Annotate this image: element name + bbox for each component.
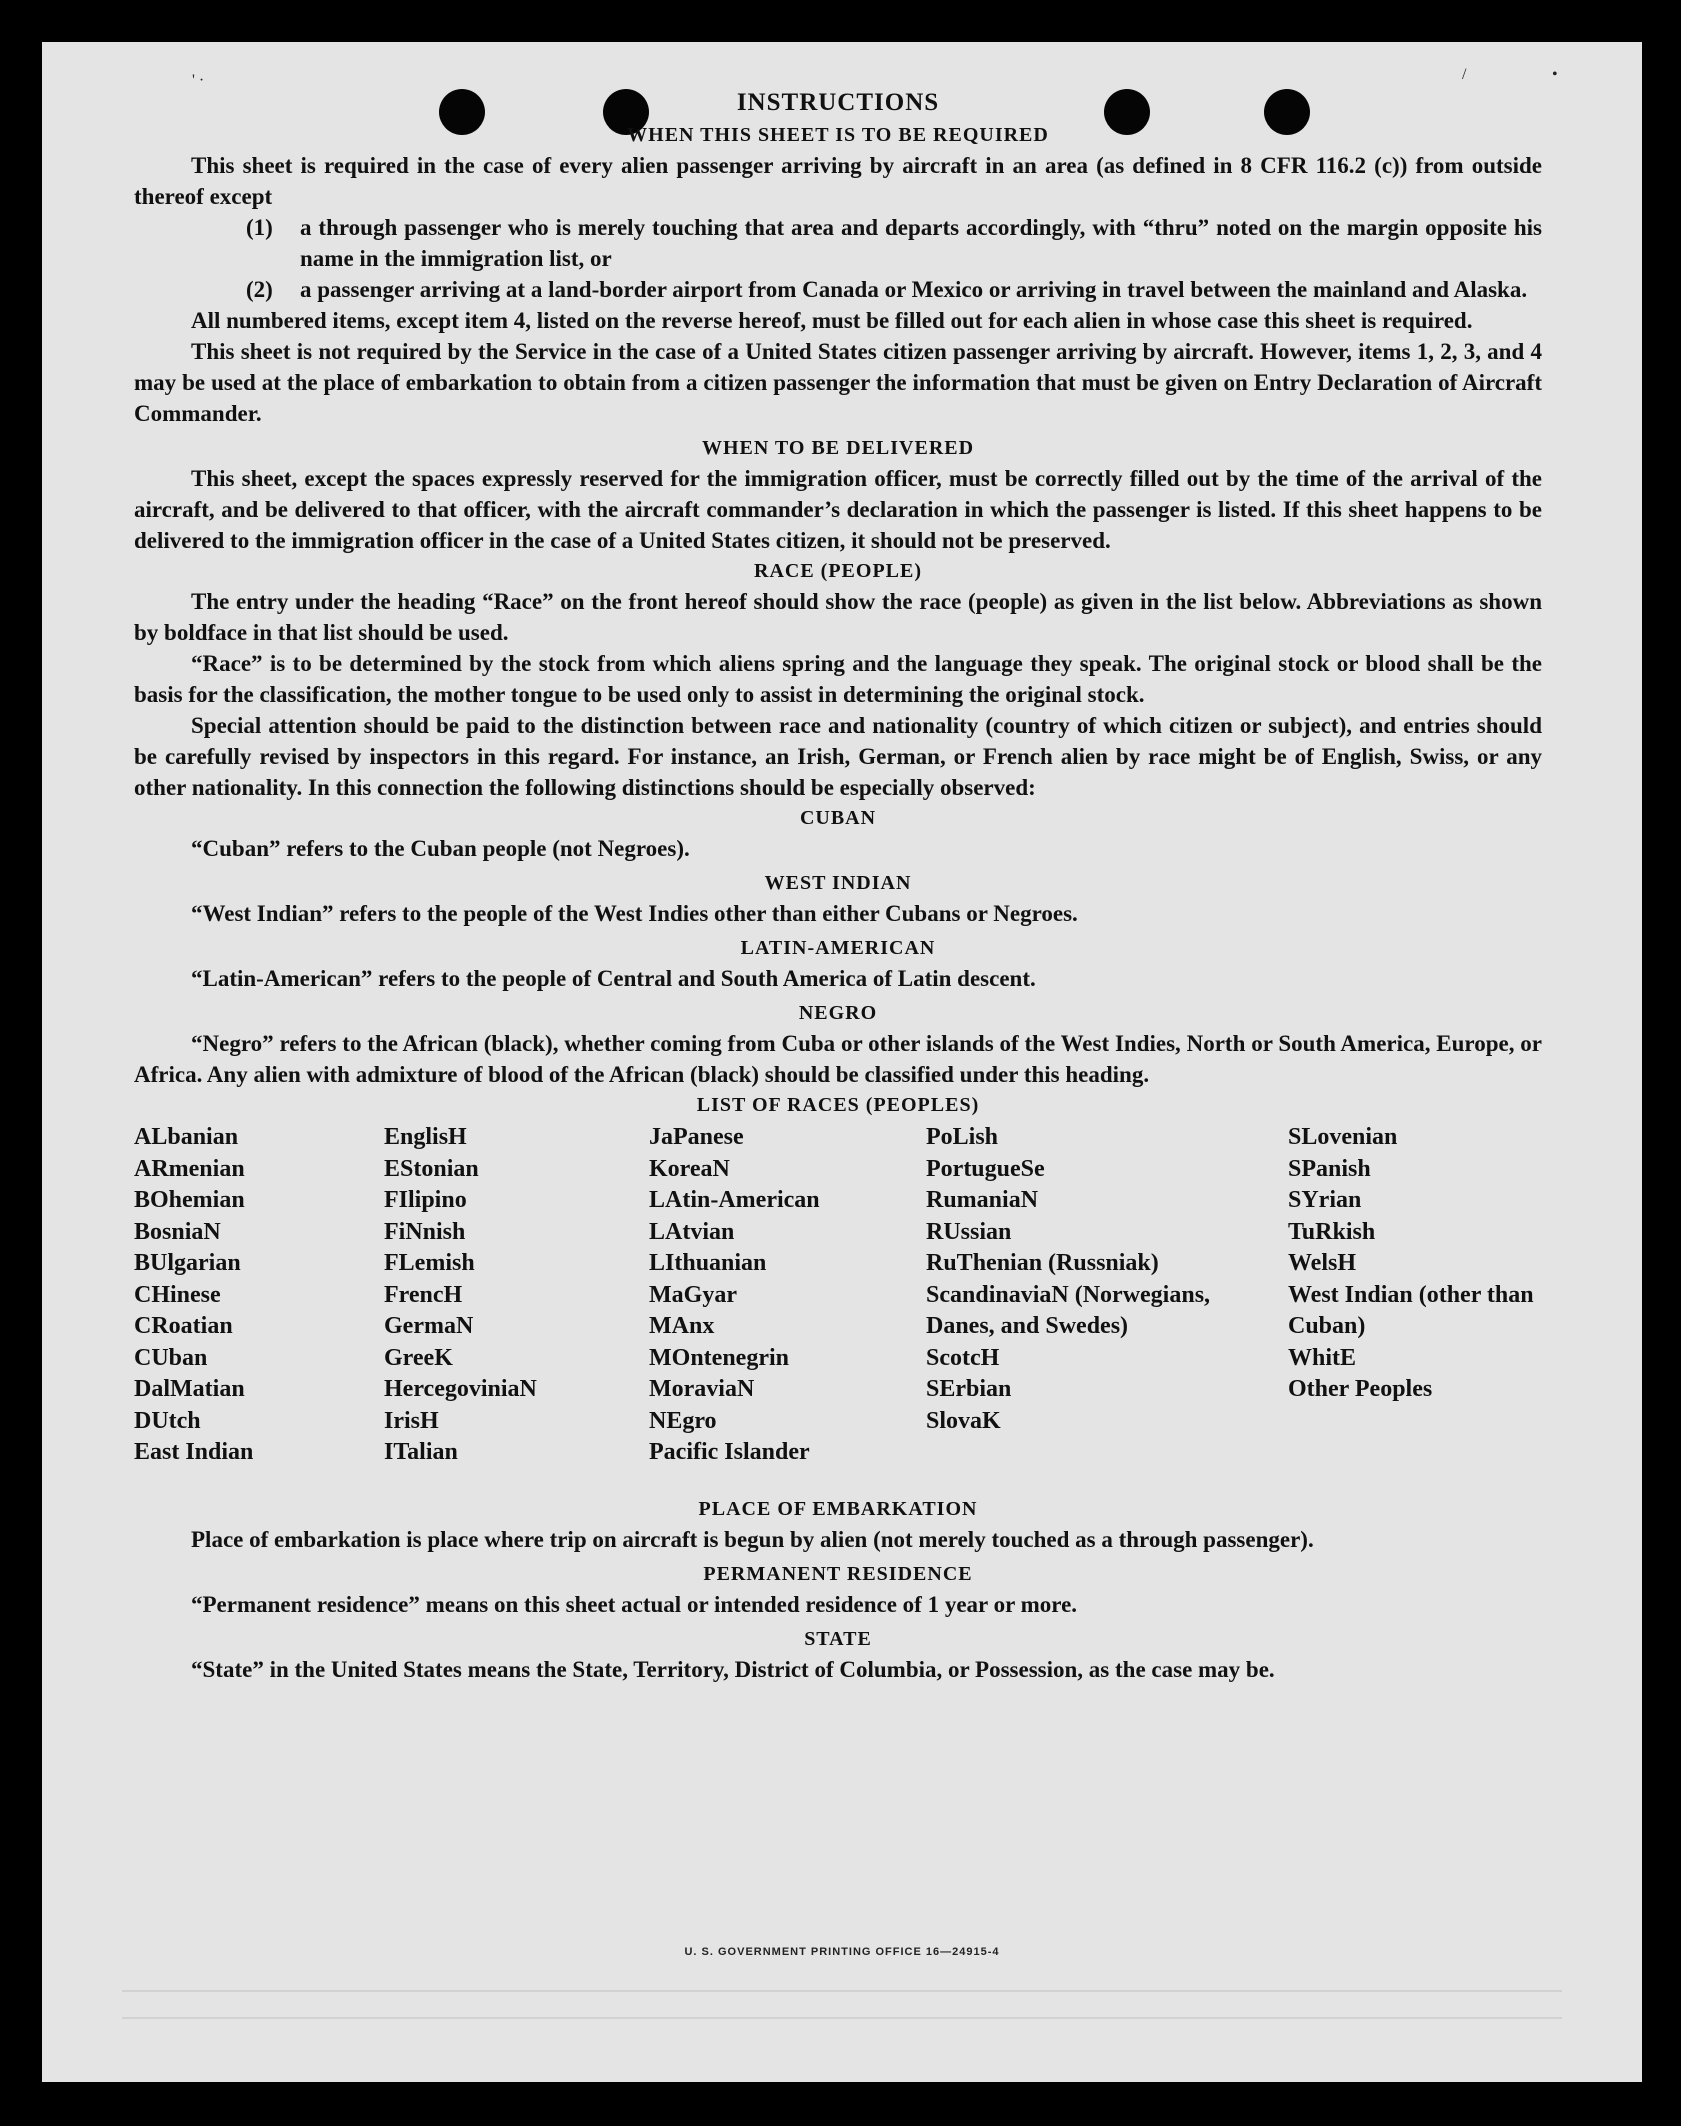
race-entry: FrencH bbox=[384, 1281, 463, 1308]
race-entry: SPanish bbox=[1288, 1155, 1371, 1182]
heading-residence: PERMANENT RESIDENCE bbox=[703, 1563, 973, 1585]
exception-text: a through passenger who is merely touching that area and departs accordingly, with “thru” noted on the margin opposite his name in the immigration list, or bbox=[300, 215, 1542, 271]
bleed-through-line bbox=[122, 2017, 1562, 2019]
paragraph-required-intro: This sheet is required in the case of every alien passenger arriving by aircraft in an area (as defined in 8 CFR 116.2 (c)) from outside thereof except bbox=[134, 153, 1542, 209]
document-sheet bbox=[42, 42, 1642, 2082]
race-entry: East Indian bbox=[134, 1439, 254, 1465]
speck-mark: • bbox=[1552, 66, 1558, 83]
race-entry: MAnx bbox=[649, 1313, 715, 1339]
paragraph-embarkation: Place of embarkation is place where trip on aircraft is begun by alien (not merely touched as a through passenger). bbox=[191, 1527, 1314, 1552]
race-entry: FIlipino bbox=[384, 1187, 467, 1213]
race-entry: BUlgarian bbox=[134, 1250, 241, 1276]
race-entry: LAtvian bbox=[649, 1218, 735, 1245]
race-entry: BosniaN bbox=[134, 1218, 221, 1245]
race-entry: KoreaN bbox=[649, 1155, 730, 1182]
paragraph-numbered-items: All numbered items, except item 4, listed on the reverse hereof, must be filled out for each alien in whose case this sheet is required. bbox=[191, 308, 1473, 333]
race-entry: ALbanian bbox=[134, 1124, 239, 1150]
race-entry: ARmenian bbox=[134, 1155, 245, 1182]
race-entry: SlovaK bbox=[926, 1407, 1001, 1434]
heading-cuban: CUBAN bbox=[799, 807, 877, 829]
race-entry: WhitE bbox=[1288, 1344, 1357, 1371]
race-entry: WelsH bbox=[1288, 1250, 1357, 1276]
race-entry: MaGyar bbox=[649, 1281, 737, 1308]
paragraph-negro: “Negro” refers to the African (black), whether coming from Cuba or other islands of the West Indies, North or South America, Europe, or Africa. Any alien with admixture of blood of the African (black) should be classified under this heading. bbox=[134, 1031, 1542, 1087]
race-entry: HercegoviniaN bbox=[384, 1376, 537, 1402]
race-entry: DUtch bbox=[134, 1407, 201, 1434]
race-entry: SLovenian bbox=[1288, 1124, 1398, 1150]
race-entry: NEgro bbox=[649, 1407, 717, 1434]
race-entry: EnglisH bbox=[384, 1124, 467, 1150]
race-entry: FiNnish bbox=[384, 1218, 466, 1245]
race-entry: RumaniaN bbox=[926, 1187, 1039, 1213]
exception-list bbox=[134, 212, 1542, 305]
race-entry: LAtin-American bbox=[649, 1187, 820, 1213]
race-entry: GreeK bbox=[384, 1344, 453, 1371]
race-entry: SYrian bbox=[1288, 1187, 1362, 1213]
exception-item bbox=[134, 212, 1542, 274]
race-entry: West Indian (other than Cuban) bbox=[1288, 1281, 1534, 1339]
races-column-3 bbox=[649, 1122, 909, 1469]
exception-number: (2) bbox=[246, 277, 273, 302]
heading-negro: NEGRO bbox=[798, 1002, 878, 1024]
races-column-2 bbox=[384, 1122, 634, 1469]
race-entry: GermaN bbox=[384, 1313, 474, 1339]
paragraph-citizen: This sheet is not required by the Service in the case of a United States citizen passenger arriving by aircraft. However, items 1, 2, 3, and 4 may be used at the place of embarkation to obtain from a citizen passenger the information that must be given on Entry Declaration of Aircraft Commander. bbox=[134, 339, 1542, 426]
document-title: INSTRUCTIONS bbox=[736, 89, 940, 116]
race-entry: LIthuanian bbox=[649, 1250, 767, 1276]
heading-latin-american: LATIN-AMERICAN bbox=[740, 937, 936, 959]
race-entry: ScotcH bbox=[926, 1344, 1000, 1371]
paragraph-race-2: “Race” is to be determined by the stock from which aliens spring and the language they speak. The original stock or blood shall be the basis for the classification, the mother tongue to be used only to assist in determining the original stock. bbox=[134, 651, 1542, 707]
printing-office-footer: U. S. GOVERNMENT PRINTING OFFICE 16—24915-4 bbox=[684, 1946, 1000, 1958]
race-entry: FLemish bbox=[384, 1250, 475, 1276]
race-entry: ScandinaviaN (Norwegians, Danes, and Swedes) bbox=[926, 1281, 1211, 1339]
race-entry: RuThenian (Russniak) bbox=[926, 1250, 1159, 1276]
race-entry: TuRkish bbox=[1288, 1218, 1376, 1245]
heading-embarkation: PLACE OF EMBARKATION bbox=[698, 1498, 978, 1520]
race-entry: Pacific Islander bbox=[649, 1439, 810, 1465]
race-entry: MOntenegrin bbox=[649, 1344, 789, 1371]
exception-text: a passenger arriving at a land-border airport from Canada or Mexico or arriving in travel between the mainland and Alaska. bbox=[300, 277, 1528, 302]
speck-mark: ' · bbox=[192, 72, 205, 89]
races-list bbox=[134, 1122, 1542, 1494]
speck-mark: / bbox=[1462, 66, 1467, 83]
race-entry: BOhemian bbox=[134, 1187, 245, 1213]
race-entry: IrisH bbox=[384, 1407, 439, 1434]
race-entry: JaPanese bbox=[649, 1124, 744, 1150]
heading-state: STATE bbox=[804, 1628, 872, 1650]
heading-race: RACE (PEOPLE) bbox=[754, 560, 922, 582]
heading-when-delivered: WHEN TO BE DELIVERED bbox=[701, 437, 975, 459]
races-column-1 bbox=[134, 1122, 364, 1469]
race-entry: Other Peoples bbox=[1288, 1376, 1433, 1402]
race-entry: PortugueSe bbox=[926, 1155, 1045, 1182]
paragraph-residence: “Permanent residence” means on this sheet actual or intended residence of 1 year or more. bbox=[191, 1592, 1078, 1617]
race-entry: CHinese bbox=[134, 1281, 221, 1308]
race-entry: EStonian bbox=[384, 1155, 479, 1182]
race-entry: DalMatian bbox=[134, 1376, 245, 1402]
exception-number: (1) bbox=[246, 215, 273, 240]
bleed-through-line bbox=[122, 1990, 1562, 1992]
paragraph-state: “State” in the United States means the State, Territory, District of Columbia, or Possession, as the case may be. bbox=[191, 1657, 1275, 1682]
heading-when-required: WHEN THIS SHEET IS TO BE REQUIRED bbox=[627, 124, 1049, 146]
paragraph-race-3: Special attention should be paid to the distinction between race and nationality (country of which citizen or subject), and entries should be carefully revised by inspectors in this regard. For instance, an Irish, German, or French alien by race might be of English, Swiss, or any other nationality. In this connection the following distinctions should be especially observed: bbox=[134, 713, 1542, 800]
paragraph-west-indian: “West Indian” refers to the people of the West Indies other than either Cubans or Negroes. bbox=[191, 901, 1078, 926]
paragraph-cuban: “Cuban” refers to the Cuban people (not Negroes). bbox=[191, 836, 690, 861]
race-entry: ITalian bbox=[384, 1439, 458, 1465]
heading-races-list: LIST OF RACES (PEOPLES) bbox=[696, 1094, 980, 1116]
race-entry: MoraviaN bbox=[649, 1376, 755, 1402]
paragraph-delivery: This sheet, except the spaces expressly reserved for the immigration officer, must be correctly filled out by the time of the arrival of the aircraft, and be delivered to that officer, with the aircraft commander’s declaration in which the passenger is listed. If this sheet happens to be delivered to the immigration officer in the case of a United States citizen, it should not be preserved. bbox=[134, 466, 1542, 553]
race-entry: RUssian bbox=[926, 1218, 1012, 1245]
race-entry: CUban bbox=[134, 1344, 208, 1371]
races-column-4 bbox=[926, 1122, 1211, 1437]
instructions-content bbox=[134, 86, 1542, 1685]
paragraph-latin-american: “Latin-American” refers to the people of Central and South America of Latin descent. bbox=[191, 966, 1036, 991]
heading-west-indian: WEST INDIAN bbox=[764, 872, 912, 894]
exception-item bbox=[134, 274, 1542, 305]
race-entry: CRoatian bbox=[134, 1313, 233, 1339]
race-entry: PoLish bbox=[926, 1124, 999, 1150]
race-entry: SErbian bbox=[926, 1376, 1012, 1402]
races-column-5 bbox=[1288, 1122, 1542, 1406]
paragraph-race-1: The entry under the heading “Race” on the front hereof should show the race (people) as given in the list below. Abbreviations as shown by boldface in that list should be used. bbox=[134, 589, 1542, 645]
